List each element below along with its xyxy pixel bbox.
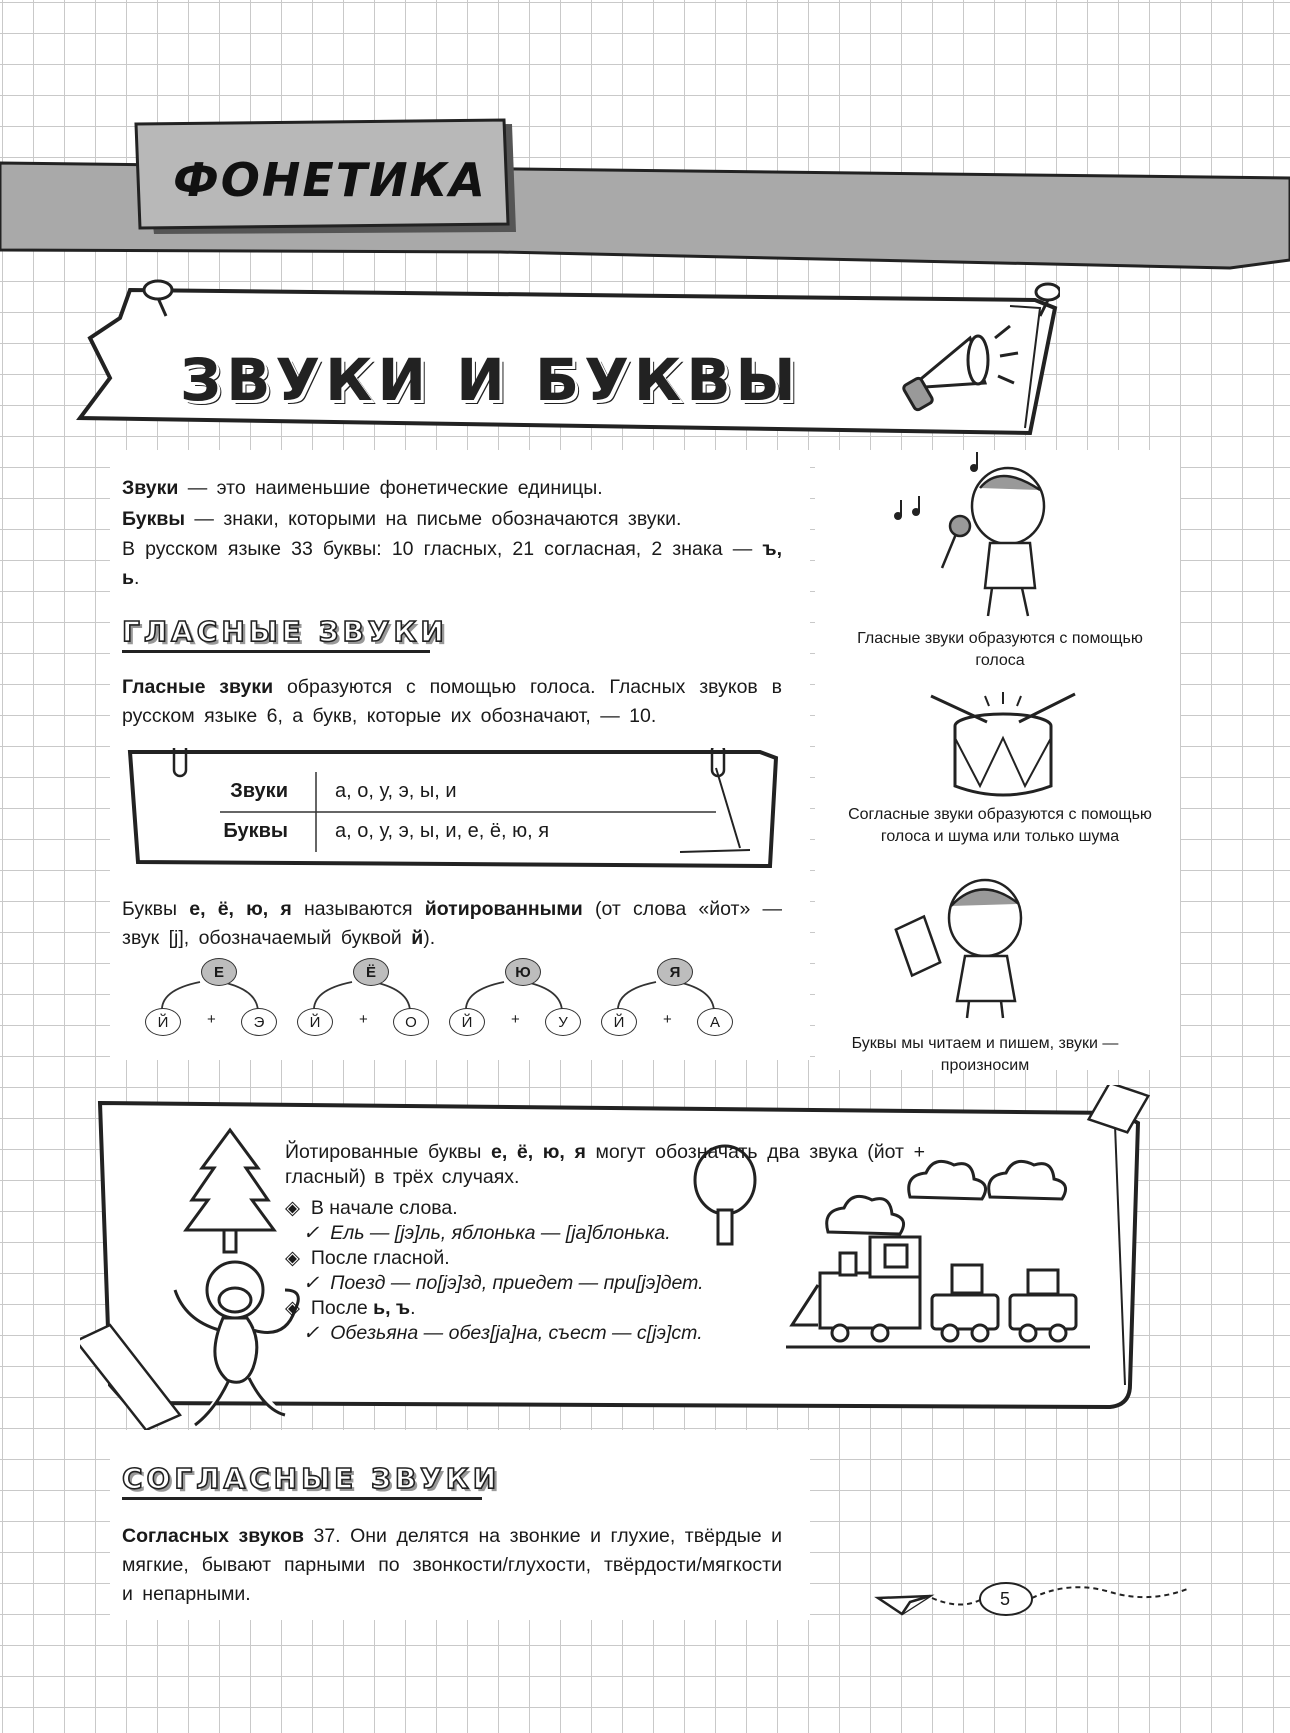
diagram-top-letter: Е [201,958,237,986]
definition-sounds: Звуки — это наименьшие фонетические единицы. [122,477,603,499]
case-example: ✓ Поезд — по[jэ]зд, приедет — при[jэ]дет. [303,1272,704,1294]
caption-letters-sounds: Буквы мы читаем и пишем, звуки — произносим [851,1035,1119,1074]
chapter-title: ФОНЕТИКА [173,153,487,207]
diagram-top-letter: Я [657,958,693,986]
case-after-signs: ◈ После ь, ъ. [285,1297,416,1319]
iotated-text: Буквы е, ё, ю, я называются йотированными (от слова «йот» — звук [j], обозначаемый буквой й). [122,898,782,949]
consonants-text: Согласных звуков 37. Они делятся на звонкие и глухие, твёрдые и мягкие, бывают парными по звонкости/глухости, твёрдости/мягкости и непарными. [122,1525,782,1605]
paper-plane-icon [870,1570,1200,1630]
diamond-bullet-icon: ◈ [285,1297,300,1319]
topic-title: ЗВУКИ И БУКВЫ [180,346,801,414]
alphabet-count: В русском языке 33 буквы: 10 гласных, 21 согласная, 2 знака — ъ, ь. [122,538,782,589]
vowels-text: Гласные звуки образуются с помощью голоса. Гласных звуков в русском языке 6, а букв, которые их обозначают, — 10. [122,676,782,727]
case-label: В начале слова. [310,1197,458,1219]
vowels-heading-underline [122,650,430,653]
diagram-plus: + [359,1011,368,1028]
consonants-heading-underline [122,1497,482,1500]
table-head-sounds: Звуки [230,780,288,802]
checkmark-icon: ✓ [303,1322,320,1344]
note-intro: Йотированные буквы е, ё, ю, я могут обозначать два звука (йот + гласный) в трёх случаях. [285,1141,925,1188]
diagram-right-sound: О [393,1008,429,1036]
case-label: После гласной. [310,1247,450,1269]
reading-boy-illustration [885,866,1065,1026]
caption-consonants: Согласные звуки образуются с помощью голоса и шума или только шума [848,806,1152,845]
diagram-plus: + [511,1011,520,1028]
case-example: ✓ Ель — [jэ]ль, яблонька — [ja]блонька. [303,1222,671,1244]
case-example: ✓ Обезьяна — обез[ja]на, съест — с[jэ]ст. [303,1322,703,1344]
case-after-vowel [285,1246,805,1271]
diagram-left-sound: Й [145,1008,181,1036]
drum-illustration [925,686,1085,806]
diagram-plus: + [207,1011,216,1028]
diagram-top-letter: Ю [505,958,541,986]
case-label: После [310,1297,374,1319]
diamond-bullet-icon: ◈ [285,1247,300,1269]
diagram-right-sound: Э [241,1008,277,1036]
diagram-left-sound: Й [601,1008,637,1036]
table-head-letters: Буквы [223,820,288,842]
diagram-plus: + [663,1011,672,1028]
singing-boy-illustration [890,448,1090,623]
checkmark-icon: ✓ [303,1222,320,1244]
diagram-left-sound: Й [449,1008,485,1036]
diamond-bullet-icon: ◈ [285,1197,300,1219]
note-cases-list [285,1196,805,1346]
page-number: 5 [999,1588,1010,1609]
vowels-heading: ГЛАСНЫЕ ЗВУКИ [122,615,448,648]
caption-vowels: Гласные звуки образуются с помощью голоса [857,630,1143,669]
table-value-sounds: а, о, у, э, ы, и [335,780,457,802]
diagram-left-sound: Й [297,1008,333,1036]
definition-letters: Буквы — знаки, которыми на письме обозначаются звуки. [122,508,682,530]
vowels-table-card [120,748,780,870]
consonants-heading: СОГЛАСНЫЕ ЗВУКИ [122,1462,501,1495]
table-value-letters: а, о, у, э, ы, и, е, ё, ю, я [335,820,550,842]
case-start-of-word [285,1196,805,1221]
checkmark-icon: ✓ [303,1272,320,1294]
diagram-top-letter: Ё [353,958,389,986]
diagram-right-sound: У [545,1008,581,1036]
diagram-right-sound: А [697,1008,733,1036]
